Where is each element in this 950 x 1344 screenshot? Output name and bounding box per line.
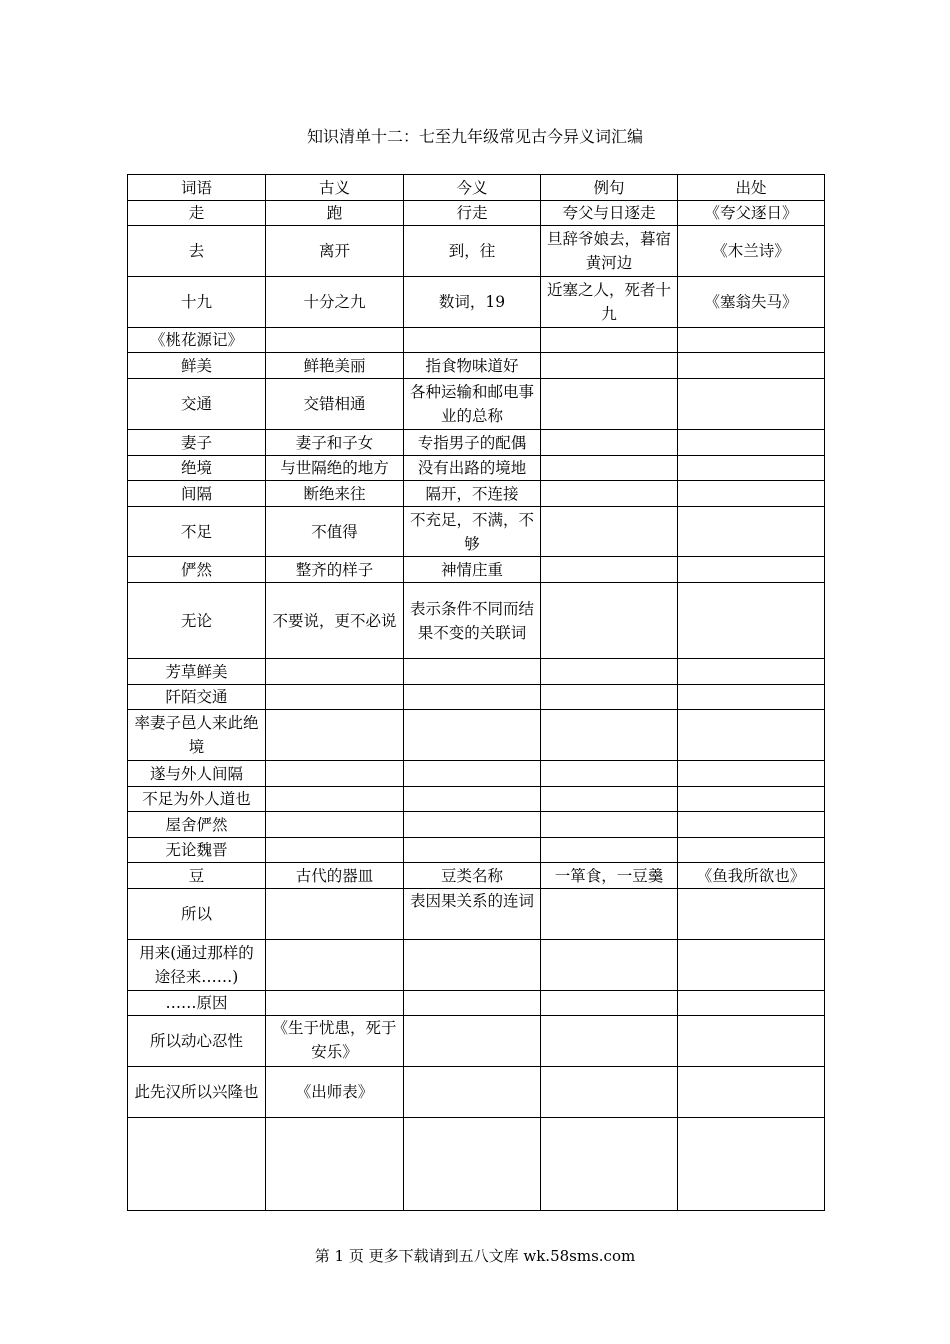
cell-ancient: 跑 — [266, 201, 404, 226]
cell-example — [541, 379, 678, 430]
cell-ancient — [266, 1118, 404, 1211]
cell-ancient — [266, 659, 404, 685]
table-row — [128, 787, 825, 812]
cell-modern: 隔开，不连接 — [404, 481, 541, 507]
cell-ancient — [266, 787, 404, 812]
cell-modern — [404, 812, 541, 838]
cell-modern — [404, 940, 541, 991]
cell-source — [678, 940, 825, 991]
cell-source — [678, 685, 825, 710]
cell-modern: 行走 — [404, 201, 541, 226]
table-row — [128, 1067, 825, 1118]
cell-ancient: 与世隔绝的地方 — [266, 456, 404, 481]
table-row — [128, 991, 825, 1016]
cell-modern — [404, 1067, 541, 1118]
cell-word: 无论 — [128, 583, 266, 659]
table-row — [128, 277, 825, 328]
cell-source — [678, 481, 825, 507]
cell-ancient — [266, 685, 404, 710]
cell-example — [541, 1118, 678, 1211]
cell-source — [678, 1067, 825, 1118]
cell-source — [678, 889, 825, 940]
cell-modern: 表因果关系的连词 — [404, 889, 541, 940]
cell-word: 用来(通过那样的途径来……) — [128, 940, 266, 991]
table-row — [128, 838, 825, 863]
cell-word: 无论魏晋 — [128, 838, 266, 863]
cell-ancient — [266, 991, 404, 1016]
table-row — [128, 761, 825, 787]
cell-source: 《塞翁失马》 — [678, 277, 825, 328]
table-row — [128, 940, 825, 991]
cell-source — [678, 1118, 825, 1211]
cell-word: 去 — [128, 226, 266, 277]
cell-source — [678, 507, 825, 557]
cell-ancient: 《生于忧患，死于安乐》 — [266, 1016, 404, 1067]
cell-example — [541, 481, 678, 507]
cell-modern: 没有出路的境地 — [404, 456, 541, 481]
table-header-row — [128, 175, 825, 201]
cell-source — [678, 838, 825, 863]
table-row — [128, 226, 825, 277]
cell-source — [678, 583, 825, 659]
table-row — [128, 379, 825, 430]
cell-word: 俨然 — [128, 557, 266, 583]
cell-source: 《木兰诗》 — [678, 226, 825, 277]
cell-modern: 豆类名称 — [404, 863, 541, 889]
cell-modern: 数词，19 — [404, 277, 541, 328]
table-row — [128, 507, 825, 557]
table-row — [128, 710, 825, 761]
cell-example — [541, 456, 678, 481]
cell-example — [541, 659, 678, 685]
table-row — [128, 481, 825, 507]
cell-example — [541, 838, 678, 863]
cell-ancient: 不要说，更不必说 — [266, 583, 404, 659]
cell-word: 十九 — [128, 277, 266, 328]
cell-word: 所以动心忍性 — [128, 1016, 266, 1067]
cell-source — [678, 430, 825, 456]
cell-ancient: 整齐的样子 — [266, 557, 404, 583]
cell-modern — [404, 761, 541, 787]
cell-example — [541, 940, 678, 991]
table-row — [128, 685, 825, 710]
cell-example: 一箪食，一豆羹 — [541, 863, 678, 889]
cell-example — [541, 761, 678, 787]
cell-ancient: 妻子和子女 — [266, 430, 404, 456]
page-footer: 第 1 页 更多下载请到五八文库 wk.58sms.com — [314, 1247, 636, 1265]
page-title: 知识清单十二：七至九年级常见古今异义词汇编 — [306, 127, 643, 146]
cell-word: 走 — [128, 201, 266, 226]
cell-ancient — [266, 838, 404, 863]
cell-source — [678, 379, 825, 430]
cell-ancient: 断绝来往 — [266, 481, 404, 507]
cell-source — [678, 710, 825, 761]
table-row — [128, 889, 825, 940]
cell-example — [541, 710, 678, 761]
cell-example — [541, 430, 678, 456]
cell-word: 鲜美 — [128, 353, 266, 379]
cell-ancient — [266, 940, 404, 991]
cell-source — [678, 812, 825, 838]
cell-modern — [404, 838, 541, 863]
cell-example — [541, 353, 678, 379]
cell-ancient: 古代的器皿 — [266, 863, 404, 889]
cell-word: 此先汉所以兴隆也 — [128, 1067, 266, 1118]
cell-modern: 专指男子的配偶 — [404, 430, 541, 456]
header-cell-source: 出处 — [678, 175, 825, 201]
cell-word: 不足为外人道也 — [128, 787, 266, 812]
table-row — [128, 863, 825, 889]
cell-word — [128, 1118, 266, 1211]
cell-example — [541, 685, 678, 710]
cell-example — [541, 557, 678, 583]
table-row — [128, 1118, 825, 1211]
cell-modern: 到，往 — [404, 226, 541, 277]
cell-source — [678, 456, 825, 481]
cell-source — [678, 1016, 825, 1067]
cell-example — [541, 583, 678, 659]
cell-modern — [404, 659, 541, 685]
cell-ancient — [266, 889, 404, 940]
cell-modern: 神情庄重 — [404, 557, 541, 583]
cell-word: 屋舍俨然 — [128, 812, 266, 838]
cell-modern — [404, 787, 541, 812]
cell-word: 所以 — [128, 889, 266, 940]
cell-word: 绝境 — [128, 456, 266, 481]
table-row — [128, 430, 825, 456]
cell-example — [541, 1016, 678, 1067]
cell-word: ……原因 — [128, 991, 266, 1016]
table-row — [128, 557, 825, 583]
table-row — [128, 659, 825, 685]
table-row — [128, 201, 825, 226]
cell-word: 豆 — [128, 863, 266, 889]
cell-ancient — [266, 710, 404, 761]
cell-example: 夸父与日逐走 — [541, 201, 678, 226]
cell-ancient — [266, 812, 404, 838]
cell-modern — [404, 1016, 541, 1067]
cell-modern — [404, 991, 541, 1016]
cell-word: 不足 — [128, 507, 266, 557]
cell-example — [541, 991, 678, 1016]
cell-modern — [404, 710, 541, 761]
cell-example — [541, 1067, 678, 1118]
cell-word: 《桃花源记》 — [128, 328, 266, 353]
cell-source — [678, 761, 825, 787]
cell-source — [678, 353, 825, 379]
cell-source: 《鱼我所欲也》 — [678, 863, 825, 889]
header-cell-example: 例句 — [541, 175, 678, 201]
cell-example — [541, 328, 678, 353]
table-row — [128, 812, 825, 838]
cell-example: 近塞之人，死者十九 — [541, 277, 678, 328]
cell-source — [678, 328, 825, 353]
cell-ancient: 鲜艳美丽 — [266, 353, 404, 379]
cell-ancient: 不值得 — [266, 507, 404, 557]
table-row — [128, 1016, 825, 1067]
cell-modern: 各种运输和邮电事业的总称 — [404, 379, 541, 430]
cell-source — [678, 787, 825, 812]
cell-modern: 不充足，不满，不够 — [404, 507, 541, 557]
vocab-table — [127, 174, 825, 1211]
cell-ancient: 交错相通 — [266, 379, 404, 430]
cell-example: 旦辞爷娘去，暮宿黄河边 — [541, 226, 678, 277]
cell-modern — [404, 328, 541, 353]
cell-modern: 指食物味道好 — [404, 353, 541, 379]
cell-word: 阡陌交通 — [128, 685, 266, 710]
cell-ancient — [266, 328, 404, 353]
table-row — [128, 328, 825, 353]
table-row — [128, 456, 825, 481]
cell-modern: 表示条件不同而结果不变的关联词 — [404, 583, 541, 659]
table-row — [128, 583, 825, 659]
cell-source: 《夸父逐日》 — [678, 201, 825, 226]
cell-word: 妻子 — [128, 430, 266, 456]
table-row — [128, 353, 825, 379]
cell-word: 间隔 — [128, 481, 266, 507]
cell-example — [541, 507, 678, 557]
cell-ancient: 离开 — [266, 226, 404, 277]
cell-word: 遂与外人间隔 — [128, 761, 266, 787]
cell-modern — [404, 1118, 541, 1211]
cell-source — [678, 991, 825, 1016]
cell-ancient: 《出师表》 — [266, 1067, 404, 1118]
cell-word: 芳草鲜美 — [128, 659, 266, 685]
cell-ancient: 十分之九 — [266, 277, 404, 328]
cell-ancient — [266, 761, 404, 787]
header-cell-ancient-meaning: 古义 — [266, 175, 404, 201]
cell-example — [541, 812, 678, 838]
cell-source — [678, 557, 825, 583]
cell-modern — [404, 685, 541, 710]
header-cell-modern-meaning: 今义 — [404, 175, 541, 201]
cell-example — [541, 787, 678, 812]
cell-source — [678, 659, 825, 685]
header-cell-word: 词语 — [128, 175, 266, 201]
cell-word: 交通 — [128, 379, 266, 430]
cell-example — [541, 889, 678, 940]
cell-word: 率妻子邑人来此绝境 — [128, 710, 266, 761]
